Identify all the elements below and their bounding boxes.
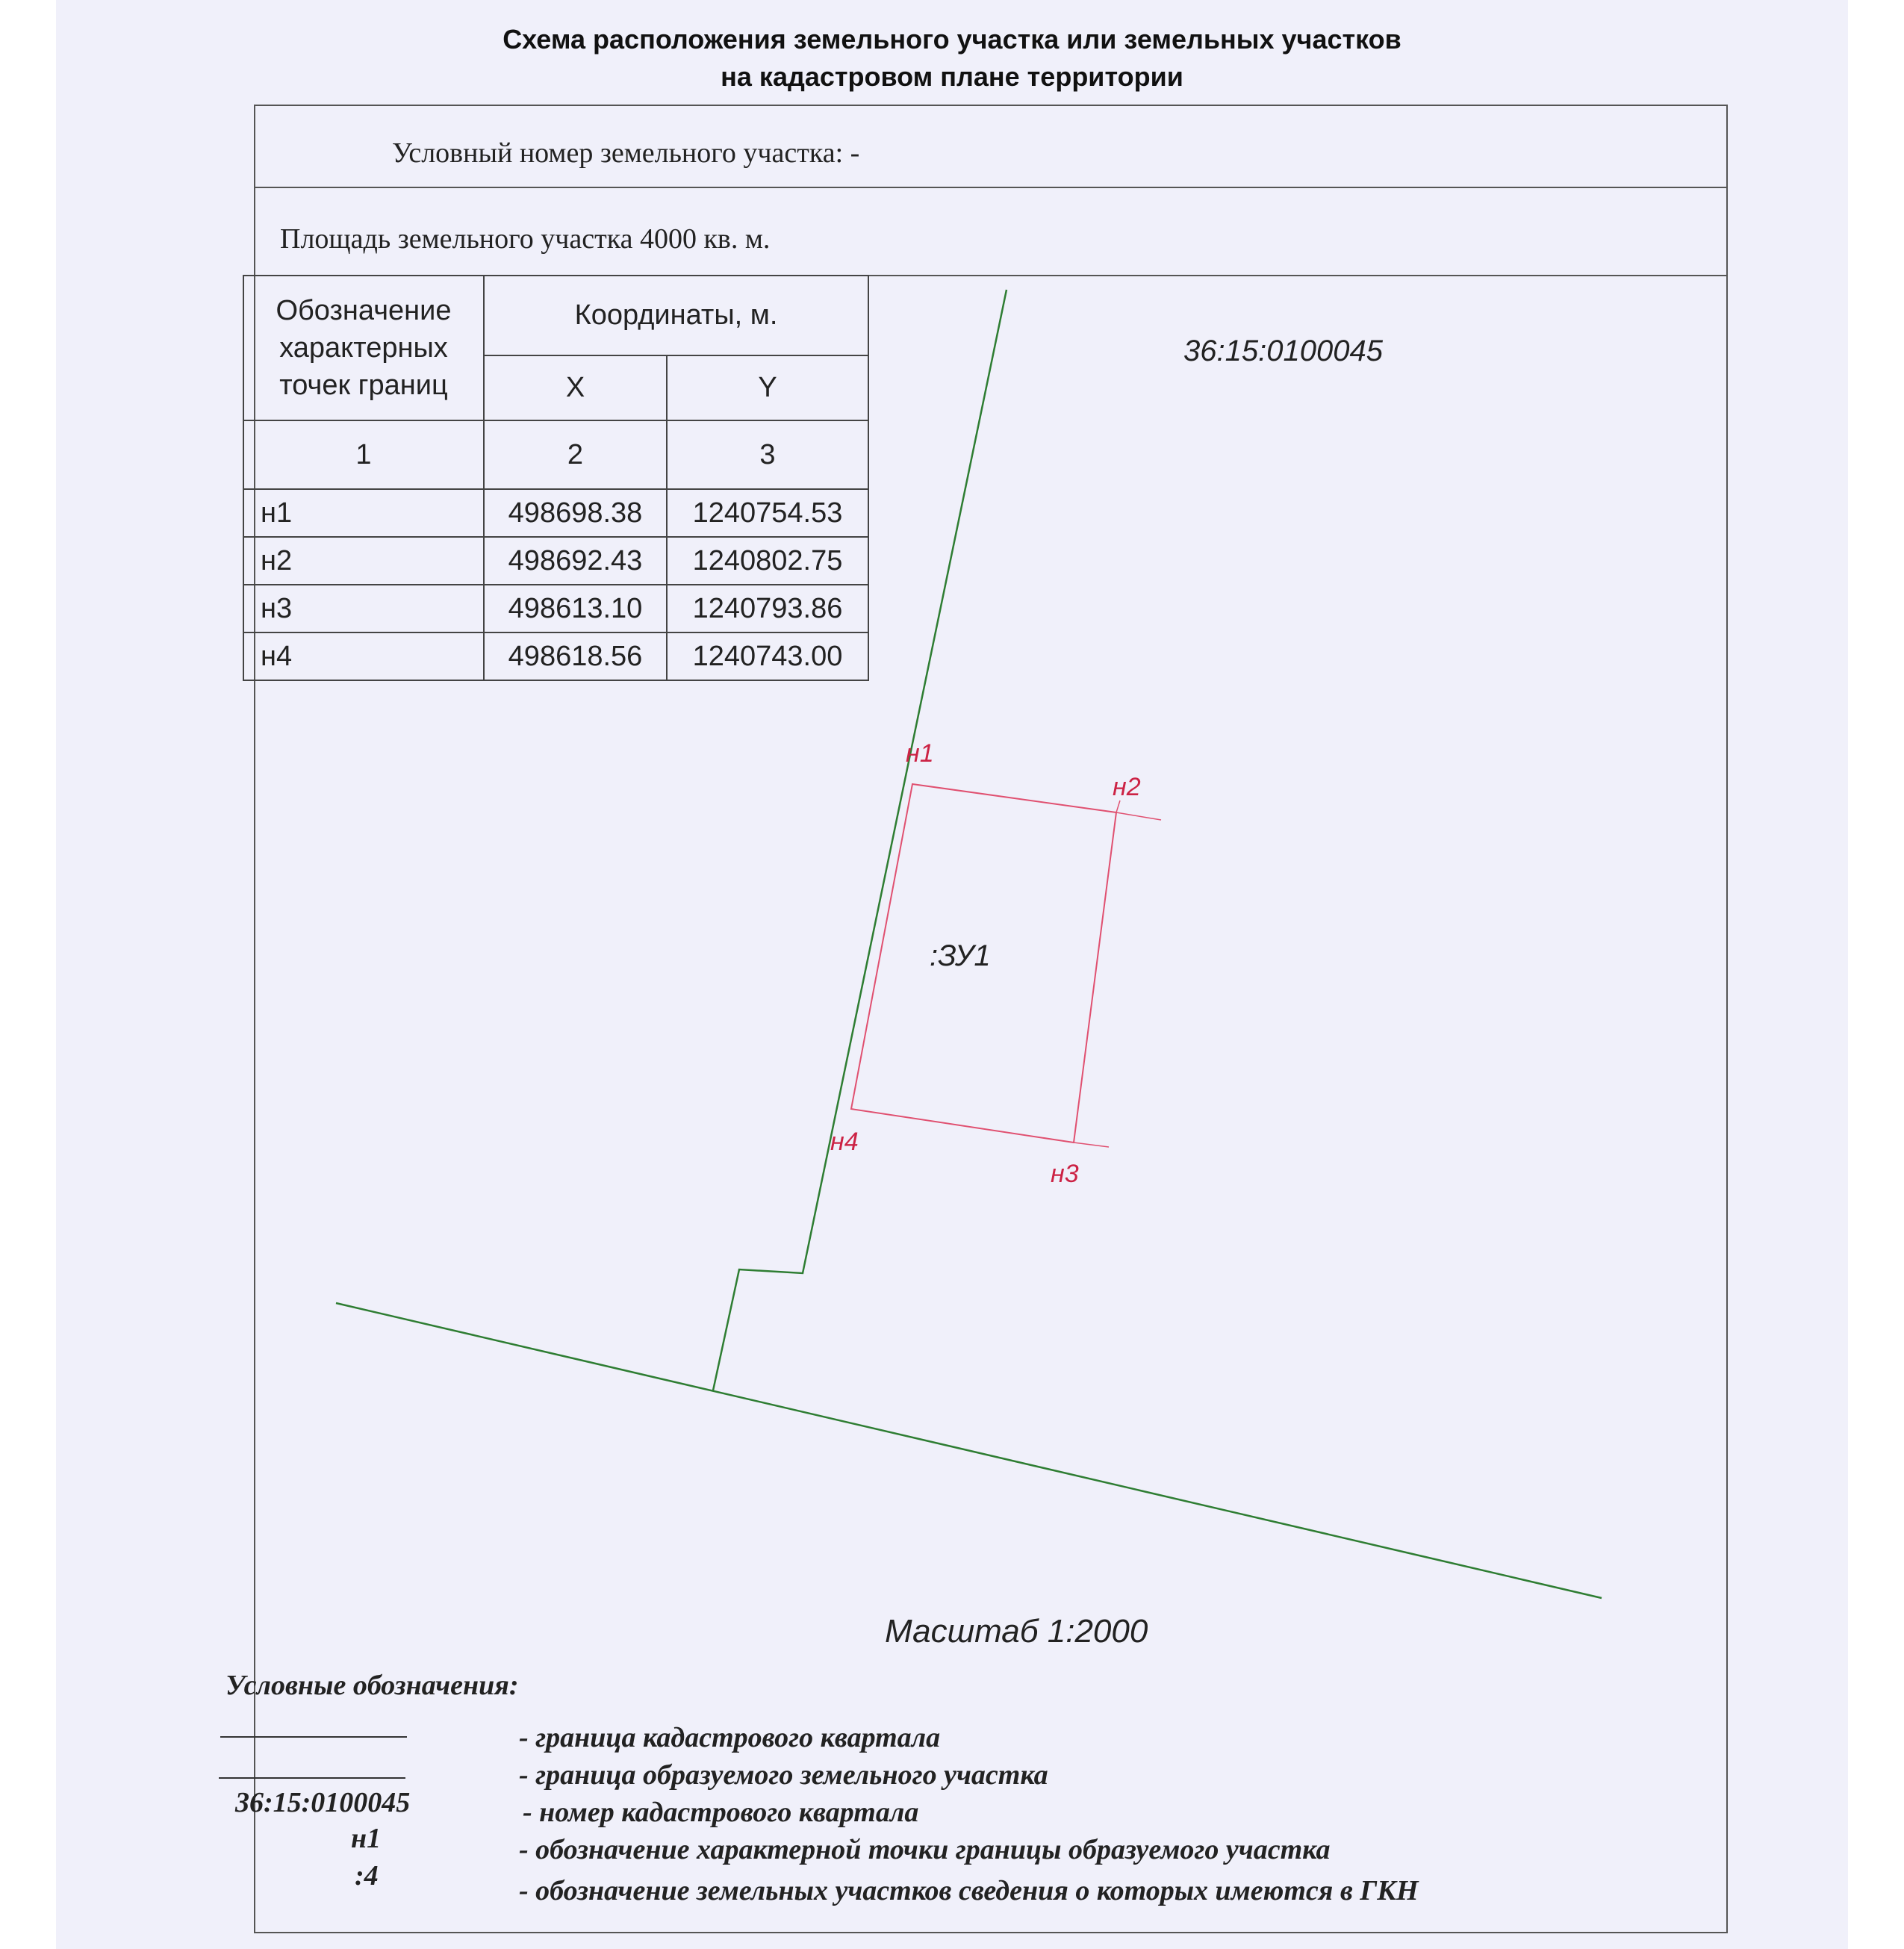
quarter-number-label: 36:15:0100045 bbox=[1183, 335, 1383, 367]
row-y: 1240793.86 bbox=[667, 585, 868, 632]
col-number-2: 2 bbox=[484, 420, 667, 489]
point-label-n1: н1 bbox=[906, 739, 934, 768]
point-designation-header: Обозначение характерных точек границ bbox=[243, 276, 484, 420]
parcel-boundary-extension bbox=[1116, 801, 1120, 812]
document-title-line2: на кадастровом плане территории bbox=[721, 61, 1183, 92]
legend-heading: Условные обозначения: bbox=[225, 1670, 519, 1701]
row-x: 498613.10 bbox=[484, 585, 667, 632]
conditional-number-label: Условный номер земельного участка: - bbox=[392, 137, 860, 169]
row-point: н4 bbox=[243, 632, 484, 680]
col-number-1: 1 bbox=[243, 420, 484, 489]
area-label: Площадь земельного участка 4000 кв. м. bbox=[280, 223, 771, 255]
legend-item-text: - граница кадастрового квартала bbox=[519, 1722, 941, 1753]
row-x: 498698.38 bbox=[484, 489, 667, 537]
document-title-line1: Схема расположения земельного участка или земельных участков bbox=[503, 24, 1401, 55]
point-label-n4: н4 bbox=[830, 1128, 859, 1156]
legend-item-text: - граница образуемого земельного участка bbox=[519, 1759, 1048, 1791]
row-y: 1240802.75 bbox=[667, 537, 868, 585]
x-header: X bbox=[484, 355, 667, 420]
legend-item-text: - обозначение характерной точки границы образуемого участка bbox=[519, 1834, 1331, 1865]
legend-item-text: - обозначение земельных участков сведения о которых имеются в ГКН bbox=[519, 1875, 1419, 1906]
legend-symbol-point: н1 bbox=[351, 1823, 382, 1854]
legend-symbol-parcel-line bbox=[219, 1777, 405, 1779]
row-point: н3 bbox=[243, 585, 484, 632]
row-point: н2 bbox=[243, 537, 484, 585]
y-header: Y bbox=[667, 355, 868, 420]
point-label-n3: н3 bbox=[1051, 1160, 1079, 1188]
parcel-boundary-extension bbox=[1116, 812, 1161, 820]
quarter-boundary-line bbox=[713, 290, 1007, 1390]
quarter-boundary-line bbox=[336, 1303, 1602, 1598]
point-label-n2: н2 bbox=[1113, 773, 1141, 801]
legend-symbol-gkn-parcel: :4 bbox=[355, 1860, 379, 1892]
parcel-boundary-extension bbox=[1074, 1143, 1109, 1147]
row-x: 498618.56 bbox=[484, 632, 667, 680]
row-x: 498692.43 bbox=[484, 537, 667, 585]
row-y: 1240743.00 bbox=[667, 632, 868, 680]
legend-symbol-quarter-number: 36:15:0100045 bbox=[235, 1787, 411, 1818]
scale-label: Масштаб 1:2000 bbox=[885, 1613, 1148, 1650]
legend-symbol-quarter-line bbox=[220, 1736, 407, 1738]
parcel-label: :ЗУ1 bbox=[930, 939, 991, 972]
coordinates-header: Координаты, м. bbox=[484, 276, 868, 355]
legend-item-text: - номер кадастрового квартала bbox=[523, 1797, 919, 1828]
col-number-3: 3 bbox=[667, 420, 868, 489]
row-y: 1240754.53 bbox=[667, 489, 868, 537]
row-point: н1 bbox=[243, 489, 484, 537]
